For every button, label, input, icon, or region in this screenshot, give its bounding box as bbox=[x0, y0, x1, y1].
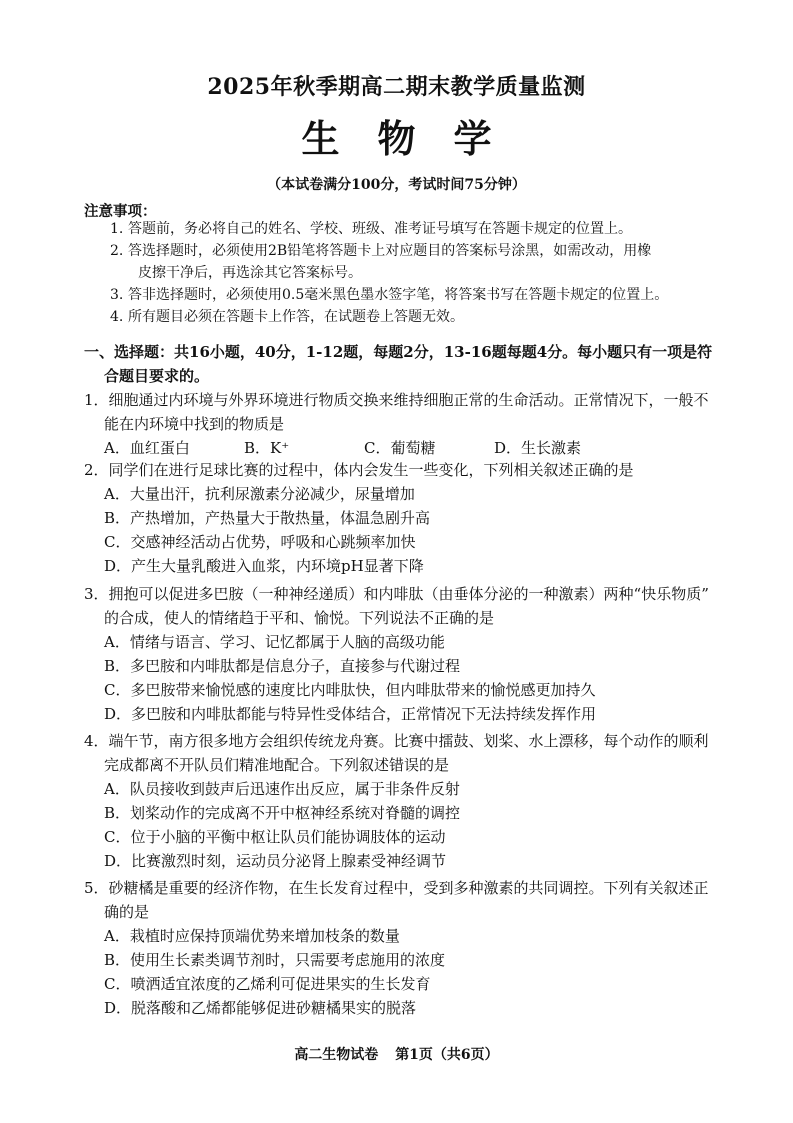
option-a: A．情绪与语言、学习、记忆都属于人脑的高级功能 bbox=[104, 633, 445, 651]
option-d: D．比赛激烈时刻，运动员分泌肾上腺素受神经调节 bbox=[104, 852, 447, 870]
question-2 bbox=[84, 458, 724, 578]
question-stem: 5．砂糖橘是重要的经济作物，在生长发育过程中，受到多种激素的共同调控。下列有关叙述正 bbox=[84, 879, 709, 897]
question-stem-cont: 完成都离不开队员们精准地配合。下列叙述错误的是 bbox=[104, 756, 450, 774]
option-c: C．葡萄糖 bbox=[364, 439, 436, 457]
notice-number: 4. bbox=[110, 309, 124, 325]
notice-text: 答题前，务必将自己的姓名、学校、班级、准考证号填写在答题卡规定的位置上。 bbox=[128, 221, 632, 237]
question-stem: 4．端午节，南方很多地方会组织传统龙舟赛。比赛中擂鼓、划桨、水上漂移，每个动作的顺利 bbox=[84, 732, 709, 750]
notice-number: 1. bbox=[110, 221, 124, 237]
section-line: 一、选择题：共16小题，40分，1-12题，每题2分，13-16题每题4分。每小题只有一项是符 bbox=[84, 343, 713, 361]
option-a: A．栽植时应保持顶端优势来增加枝条的数量 bbox=[104, 927, 400, 945]
question-stem: 2．同学们在进行足球比赛的过程中，体内会发生一些变化，下列相关叙述正确的是 bbox=[84, 461, 634, 479]
option-b: B．划桨动作的完成离不开中枢神经系统对脊髓的调控 bbox=[104, 804, 461, 822]
notice-item bbox=[110, 218, 730, 240]
exam-title: 2025年秋季期高二期末教学质量监测 bbox=[207, 74, 586, 100]
option-d: D．多巴胺和内啡肽都能与特异性受体结合，正常情况下无法持续发挥作用 bbox=[104, 705, 597, 723]
page-number: 第1页（共6页） bbox=[395, 1047, 499, 1063]
notice-text: 答选择题时，必须使用2B铅笔将答题卡上对应题目的答案标号涂黑，如需改动，用橡 bbox=[128, 243, 652, 259]
option-c: C．位于小脑的平衡中枢让队员们能协调肢体的运动 bbox=[104, 828, 446, 846]
notice-text-cont: 皮擦干净后，再选涂其它答案标号。 bbox=[138, 265, 362, 281]
footer-label: 高二生物试卷 bbox=[294, 1047, 379, 1063]
section-line: 合题目要求的。 bbox=[104, 367, 210, 385]
notice-item bbox=[110, 306, 730, 328]
option-b: B．使用生长素类调节剂时，只需要考虑施用的浓度 bbox=[104, 951, 446, 969]
option-b: B．多巴胺和内啡肽都是信息分子，直接参与代谢过程 bbox=[104, 657, 461, 675]
option-c: C．喷洒适宜浓度的乙烯利可促进果实的生长发育 bbox=[104, 975, 431, 993]
question-stem-cont: 能在内环境中找到的物质是 bbox=[104, 415, 285, 433]
notice-heading: 注意事项： bbox=[84, 203, 157, 220]
option-d: D．产生大量乳酸进入血浆，内环境pH显著下降 bbox=[104, 557, 424, 575]
section-heading bbox=[84, 340, 724, 388]
question-3 bbox=[84, 582, 724, 726]
question-stem: 1．细胞通过内环境与外界环境进行物质交换来维持细胞正常的生命活动。正常情况下，一般不 bbox=[84, 391, 709, 409]
option-a: A．血红蛋白 bbox=[104, 439, 190, 457]
notice-number: 2. bbox=[110, 243, 124, 259]
notice-text: 所有题目必须在答题卡上作答，在试题卷上答题无效。 bbox=[128, 309, 464, 325]
notice-number: 3. bbox=[110, 287, 124, 303]
subject-title: 生物学 bbox=[301, 116, 530, 161]
notice-text: 答非选择题时，必须使用0.5毫米黑色墨水签字笔，将答案书写在答题卡规定的位置上。 bbox=[128, 287, 669, 303]
notice-item bbox=[110, 284, 730, 306]
option-b: B．产热增加，产热量大于散热量，体温急剧升高 bbox=[104, 509, 431, 527]
option-c: C．交感神经活动占优势，呼吸和心跳频率加快 bbox=[104, 533, 416, 551]
question-stem-cont: 的合成，使人的情绪趋于平和、愉悦。下列说法不正确的是 bbox=[104, 609, 495, 627]
option-c: C．多巴胺带来愉悦感的速度比内啡肽快，但内啡肽带来的愉悦感更加持久 bbox=[104, 681, 596, 699]
question-stem-cont: 确的是 bbox=[104, 903, 150, 921]
exam-info: （本试卷满分100分，考试时间75分钟） bbox=[267, 177, 526, 193]
option-a: A．大量出汗，抗利尿激素分泌减少，尿量增加 bbox=[104, 485, 415, 503]
page-footer bbox=[0, 1044, 793, 1064]
option-d: D．生长激素 bbox=[494, 439, 582, 457]
question-1 bbox=[84, 388, 724, 460]
question-5 bbox=[84, 876, 724, 1020]
question-stem: 3．拥抱可以促进多巴胺（一种神经递质）和内啡肽（由垂体分泌的一种激素）两种“快乐物质” bbox=[84, 585, 709, 603]
option-a: A．队员接收到鼓声后迅速作出反应，属于非条件反射 bbox=[104, 780, 460, 798]
option-d: D．脱落酸和乙烯都能够促进砂糖橘果实的脱落 bbox=[104, 999, 417, 1017]
question-4 bbox=[84, 729, 724, 873]
notice-list bbox=[110, 218, 730, 328]
option-row bbox=[84, 436, 724, 460]
notice-item bbox=[110, 240, 730, 284]
option-b: B．K⁺ bbox=[244, 439, 290, 457]
